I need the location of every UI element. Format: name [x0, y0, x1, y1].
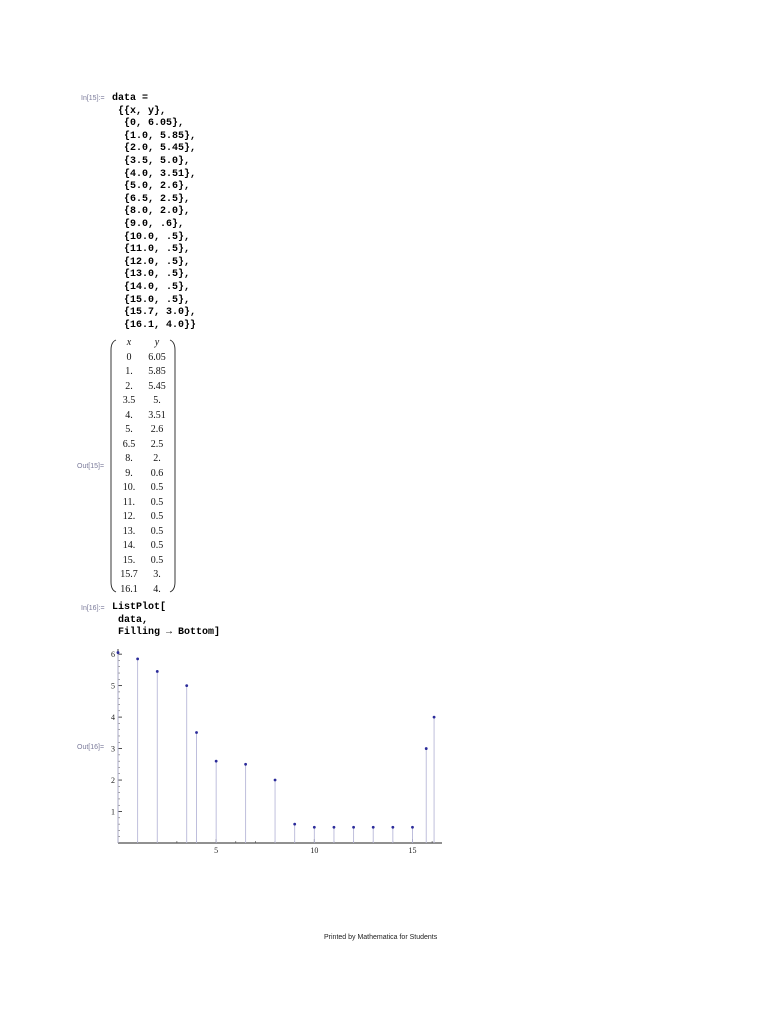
list-plot: [104, 643, 444, 858]
data-point: [372, 826, 375, 829]
matrix-row-y: 3.: [153, 569, 161, 580]
y-tick-label: 3: [111, 744, 115, 754]
code-line: data =: [112, 93, 149, 104]
matrix-header-y: y: [154, 337, 160, 348]
input-cell-16[interactable]: [112, 602, 220, 640]
x-tick-label: 5: [214, 846, 219, 855]
matrix-row: [110, 583, 176, 598]
code-line: {15.0, .5},: [112, 294, 191, 306]
code-line: {8.0, 2.0},: [112, 206, 191, 218]
matrix-row-y: 2.6: [150, 424, 164, 435]
footer-print-note: Printed by Mathematica for Students: [324, 934, 438, 941]
code-line: {10.0, .5},: [112, 231, 191, 243]
matrix-row-x: 12.: [122, 511, 136, 522]
code-line: {12.0, .5},: [112, 256, 191, 268]
matrix-row-y: 5.85: [148, 366, 166, 377]
y-tick-label: 5: [111, 681, 115, 691]
matrix-row-y: 0.6: [150, 467, 164, 479]
code-line: {11.0, .5},: [112, 244, 191, 256]
matrix-row-y: 0.5: [150, 554, 164, 566]
matrix-row-y: 0.5: [150, 496, 164, 508]
matrix-row-x: 15.: [122, 554, 136, 566]
data-point: [313, 826, 316, 829]
matrix-row-x: 5.: [125, 424, 133, 435]
data-point: [433, 716, 436, 719]
matrix-row-y: 3.51: [148, 409, 166, 421]
matrix-row-x: 3.5: [122, 395, 136, 406]
matrix-row-x: 6.5: [122, 438, 136, 450]
matrix-row-x: 15.7: [120, 569, 138, 580]
input-label-15: In[15]:=: [81, 95, 105, 102]
matrix-row: [110, 423, 176, 438]
input-label-16: In[16]:=: [81, 605, 105, 612]
data-point: [333, 826, 336, 829]
matrix-row-x: 14.: [122, 540, 136, 551]
matrix-row-x: 16.1: [120, 583, 138, 595]
code-line: {13.0, .5},: [112, 269, 191, 281]
matrix-row-y: 0.5: [150, 525, 164, 537]
matrix-row-y: 2.: [153, 453, 161, 464]
data-point: [117, 651, 120, 654]
matrix-row-x: 13.: [122, 525, 136, 537]
y-tick-label: 1: [111, 807, 115, 817]
matrix-row-x: 4.: [125, 409, 133, 421]
matrix-row-x: 10.: [122, 482, 136, 493]
data-point: [425, 747, 428, 750]
matrix-row-x: 0: [126, 351, 132, 363]
matrix-row-y: 0.5: [150, 482, 164, 493]
y-tick-label: 4: [111, 713, 115, 723]
code-line: {5.0, 2.6},: [112, 181, 191, 193]
output-matrix-15: [110, 338, 176, 594]
data-point: [244, 763, 247, 766]
y-tick-label: 6: [111, 650, 115, 660]
data-point: [293, 823, 296, 826]
matrix-row: [110, 568, 176, 583]
matrix-row-x: 1.: [125, 366, 133, 377]
data-point: [195, 731, 198, 734]
code-line: {0, 6.05},: [112, 118, 185, 130]
y-tick-label: 2: [111, 776, 115, 786]
code-line: {9.0, .6},: [112, 218, 185, 230]
code-line: {2.0, 5.45},: [112, 143, 197, 155]
code-line: data,: [112, 614, 149, 626]
matrix-row: [110, 554, 176, 569]
matrix-header-x: x: [126, 337, 132, 348]
code-line: {16.1, 4.0}}: [112, 319, 197, 331]
matrix-row: [110, 380, 176, 395]
matrix-row-x: 9.: [125, 467, 133, 479]
output-label-16: Out[16]=: [77, 744, 105, 751]
matrix-header: [110, 336, 176, 351]
matrix-row: [110, 452, 176, 467]
code-line: {{x, y},: [112, 105, 167, 117]
matrix-row-y: 6.05: [148, 351, 166, 363]
code-line: Filling → Bottom]: [112, 627, 221, 639]
matrix-row: [110, 467, 176, 482]
matrix-row: [110, 525, 176, 540]
data-point: [185, 684, 188, 687]
matrix-row-y: 0.5: [150, 511, 164, 522]
matrix-row-x: 11.: [122, 496, 136, 508]
matrix-row-x: 2.: [125, 380, 133, 392]
code-line: {1.0, 5.85},: [112, 130, 197, 142]
input-cell-15[interactable]: [112, 93, 196, 332]
matrix-row: [110, 510, 176, 525]
data-point: [352, 826, 355, 829]
code-line: {14.0, .5},: [112, 281, 191, 293]
matrix-row: [110, 394, 176, 409]
data-point: [391, 826, 394, 829]
data-point: [215, 760, 218, 763]
output-label-15: Out[15]=: [77, 463, 105, 470]
matrix-row: [110, 496, 176, 511]
code-line: {15.7, 3.0},: [112, 307, 197, 319]
matrix-row: [110, 409, 176, 424]
x-tick-label: 10: [310, 846, 319, 855]
code-line: {3.5, 5.0},: [112, 155, 191, 167]
data-point: [136, 657, 139, 660]
data-point: [156, 670, 159, 673]
matrix-row: [110, 365, 176, 380]
matrix-row: [110, 351, 176, 366]
data-point: [411, 826, 414, 829]
code-line: {4.0, 3.51},: [112, 168, 197, 180]
matrix-row: [110, 481, 176, 496]
matrix-row: [110, 438, 176, 453]
x-tick-label: 15: [408, 846, 417, 855]
matrix-row-y: 0.5: [150, 540, 164, 551]
code-line: ListPlot[: [112, 602, 167, 613]
matrix-row-y: 5.45: [148, 380, 166, 392]
matrix-row-y: 5.: [153, 395, 161, 406]
data-point: [274, 779, 277, 782]
matrix-row-y: 2.5: [150, 438, 164, 450]
matrix-row-x: 8.: [125, 453, 133, 464]
code-line: {6.5, 2.5},: [112, 193, 191, 205]
matrix-row: [110, 539, 176, 554]
matrix-row-y: 4.: [153, 583, 161, 595]
